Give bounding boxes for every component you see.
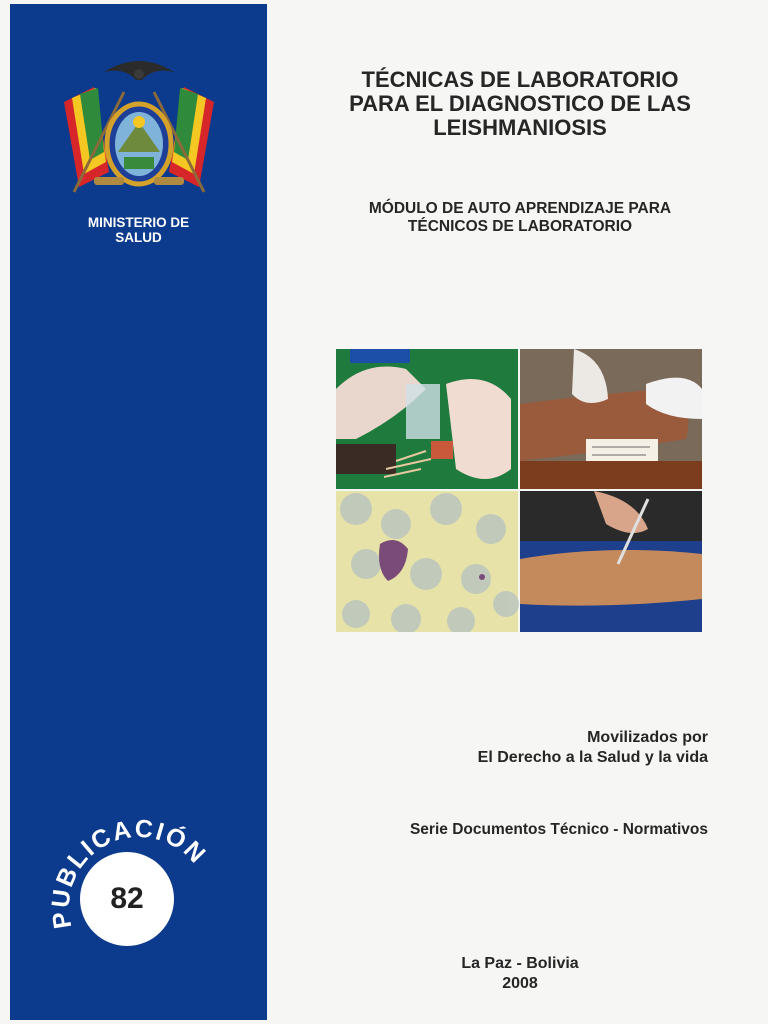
gloved-hands-slide-photo [336, 349, 518, 489]
subtitle-line-2: TÉCNICOS DE LABORATORIO [407, 218, 633, 235]
document-subtitle [310, 200, 730, 236]
publication-word: PUBLICACIÓN [46, 814, 212, 931]
publication-number: 82 [110, 882, 144, 915]
slogan-line-1: Movilizados por [587, 729, 708, 746]
coat-of-arms-icon [54, 52, 224, 202]
photo-collage [336, 349, 702, 632]
foot-lesion-sample-photo [520, 349, 702, 489]
arm-injection-photo [520, 491, 702, 632]
subtitle-line-1: MÓDULO DE AUTO APRENDIZAJE PARA [368, 200, 672, 217]
slogan [380, 728, 708, 768]
publication-place [420, 954, 620, 994]
title-line-3: LEISHMANIOSIS [433, 115, 607, 140]
title-line-2: PARA EL DIAGNOSTICO DE LAS [349, 91, 691, 116]
publication-number-badge [80, 852, 174, 946]
ministry-line-1: MINISTERIO DE [87, 215, 190, 230]
series-label: Serie Documentos Técnico - Normativos [409, 821, 708, 838]
title-line-1: TÉCNICAS DE LABORATORIO [361, 67, 679, 92]
place-city: La Paz - Bolivia [461, 955, 579, 972]
ministry-line-2: SALUD [115, 230, 162, 245]
microscope-smear-photo [336, 491, 519, 632]
place-year: 2008 [502, 975, 538, 992]
ministry-label [10, 215, 267, 245]
document-title [310, 68, 730, 140]
slogan-line-2: El Derecho a la Salud y la vida [477, 749, 708, 766]
